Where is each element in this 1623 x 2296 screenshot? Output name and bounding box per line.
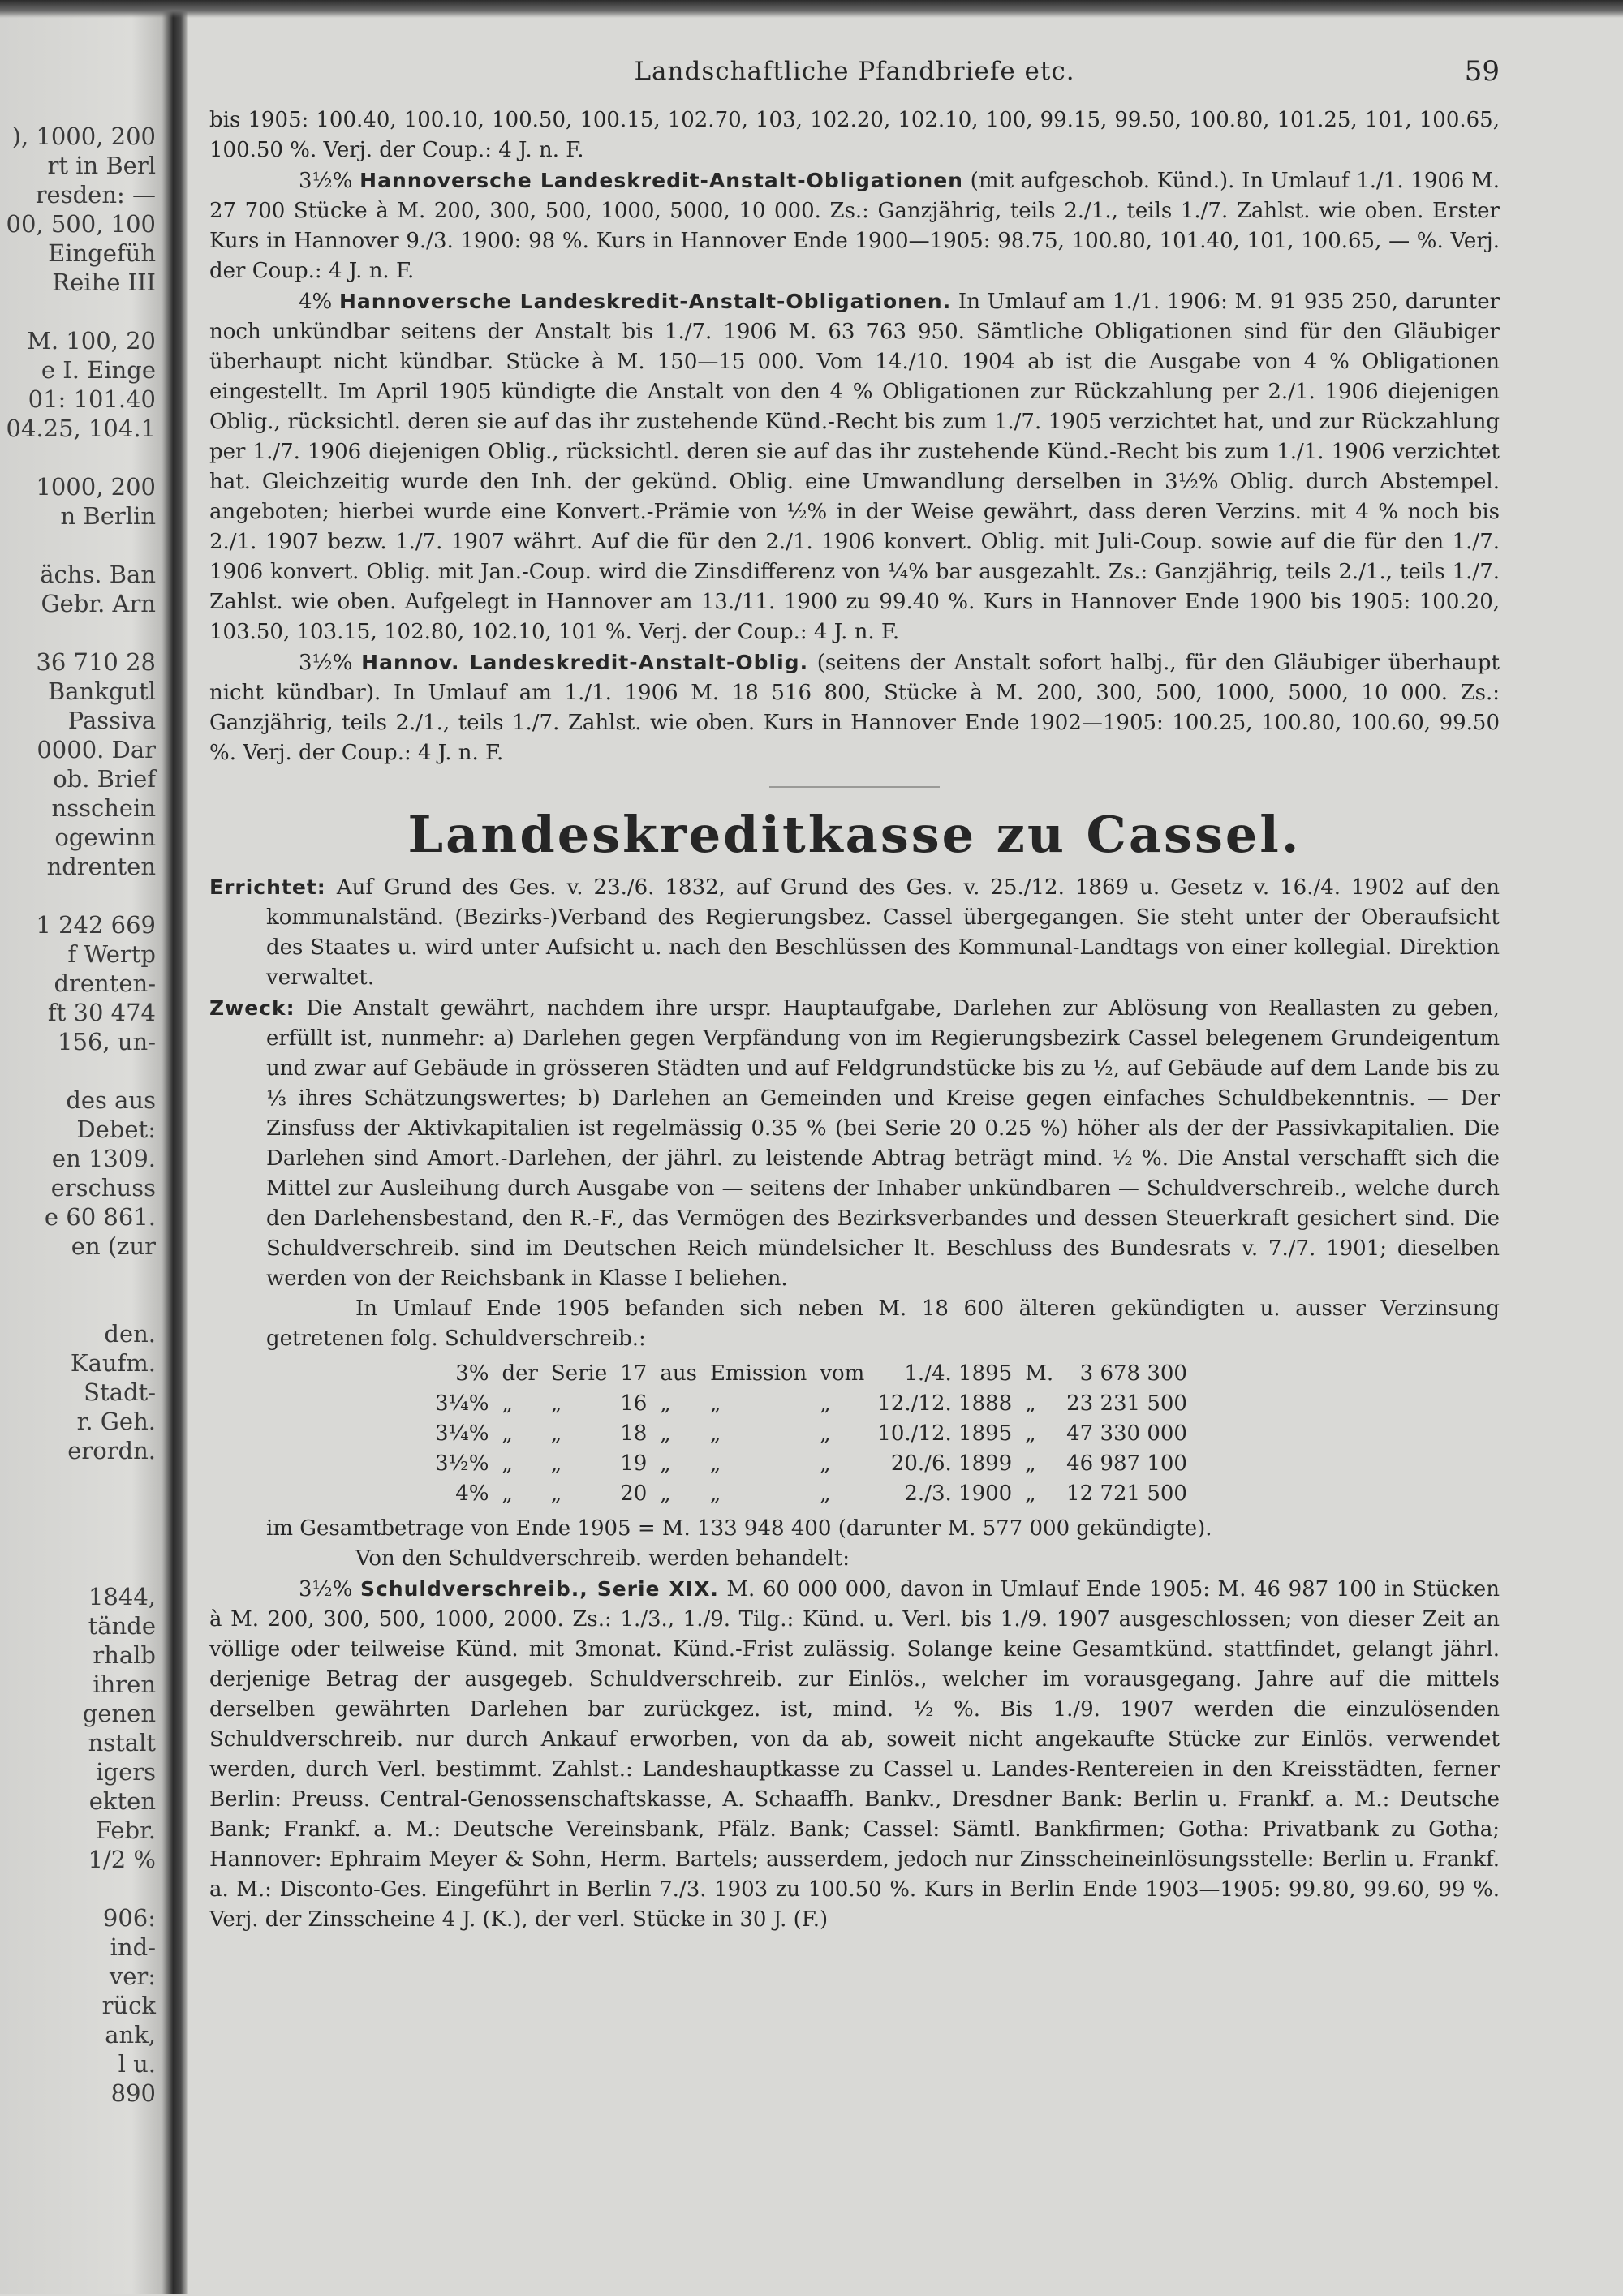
von-paragraph: Von den Schuldverschreib. werden behandelt:: [355, 1546, 850, 1571]
prev-page-line: 906:: [102, 1904, 156, 1932]
series-cell-c1: der: [502, 1361, 538, 1386]
prev-page-line: 1844,: [88, 1583, 156, 1610]
prev-page-line: ft 30 474: [47, 999, 156, 1026]
prev-page-line: ind-: [110, 1933, 156, 1961]
prev-page-line: tände: [88, 1612, 156, 1640]
entry-title: Hannoversche Landeskredit-Anstalt-Obligationen.: [338, 290, 952, 313]
page-number: 59: [1464, 55, 1500, 88]
previous-page-fragment: [0, 122, 162, 2296]
series-cell-date: 10./12. 1895: [877, 1421, 1013, 1446]
prev-page-line: ank,: [105, 2021, 156, 2049]
series-cell-c3: „: [660, 1451, 671, 1476]
prev-page-line: des aus: [66, 1086, 156, 1114]
prev-page-line: igers: [96, 1758, 156, 1786]
series-cell-c2: Serie: [550, 1361, 608, 1386]
series-cell-rate: 3¼%: [435, 1391, 489, 1416]
prev-page-line: en 1309.: [51, 1145, 156, 1172]
page-header: [209, 57, 1500, 105]
entry-hannover-3-5: [209, 166, 1500, 286]
prev-page-line: ekten: [88, 1787, 156, 1815]
prev-page-line: nstalt: [88, 1729, 156, 1756]
series-cell-rate: 3%: [455, 1361, 489, 1386]
series-cell-c1: „: [502, 1451, 513, 1476]
prev-page-line: ihren: [93, 1670, 156, 1698]
serie-xix-entry: [209, 1574, 1500, 1935]
series-cell-c3: „: [660, 1421, 671, 1446]
prev-page-line: genen: [82, 1700, 156, 1727]
entry-rate: 3½%: [299, 169, 353, 193]
prev-page-line: Bankgutl: [47, 677, 156, 705]
entry-text: (mit aufgeschob. Künd.). In Umlauf 1./1. 1906 M. 27 700 Stücke à M. 200, 300, 500, 1000, 5000, 10 000. Zs.: Ganzjährig, teils 2./1., teils 1./7. Zahlst. wie oben. Erster Kurs in Hannover 9./3. 1900: 98 %. Kurs in Hannover Ende 1900—1905: 98.75, 100.80, 101.40, 101, 100.65, — %. Verj. der Coup.: 4 J. n. F.: [209, 169, 1500, 283]
prev-page-line: r. Geh.: [76, 1408, 156, 1435]
series-table: [428, 1359, 1194, 1509]
gesamt-paragraph: im Gesamtbetrage von Ende 1905 = M. 133 948 400 (darunter M. 577 000 gekündigte).: [266, 1516, 1212, 1541]
entry-title: Schuldverschreib., Serie XIX.: [360, 1577, 719, 1601]
prev-page-line: Gebr. Arn: [41, 590, 156, 617]
umlauf-paragraph: In Umlauf Ende 1905 befanden sich neben M. 18 600 älteren gekündigten u. ausser Verzinsung getretenen folg. Schuldverschreib.:: [266, 1296, 1500, 1351]
prev-page-line: erordn.: [67, 1437, 156, 1464]
series-cell-c5: „: [820, 1421, 831, 1446]
series-cell-cur: M.: [1025, 1361, 1054, 1386]
series-cell-amount: 12 721 500: [1066, 1481, 1187, 1506]
series-cell-c4: Emission: [709, 1361, 807, 1386]
prev-page-line: ndrenten: [46, 853, 156, 880]
table-row: [428, 1359, 1194, 1389]
table-row: [428, 1449, 1194, 1479]
table-row: [428, 1479, 1194, 1509]
series-cell-amount: 47 330 000: [1066, 1421, 1187, 1446]
entry-text: M. 60 000 000, davon in Umlauf Ende 1905: M. 46 987 100 in Stücken à M. 200, 300, 500, 1000, 2000. Zs.: 1./3., 1./9. Tilg.: Künd. u. Verl. bis 1./9. 1907 ausgeschlossen; von dieser Zeit an völlige oder teilweise Künd. mit 3monat. Künd.-Frist zulässig. Solange keine Gesamtkünd. stattfindet, gelangt jährl. derjenige Betrag der ausgegeb. Schuldverschreib. zur Einlös., welcher im vorausgegang. Jahre auf die mittels derselben gewährten Darlehen bar zurückgez. ist, mind. ½ %. Bis 1./9. 1907 werden die einzulösenden Schuldverschreib. nur durch Ankauf erworben, von da ab, soweit nicht angekaufte Stücke zur Einlös. verwendet werden, durch Verl. bestimmt. Zahlst.: Landeshauptkasse zu Cassel u. Landes-Rentereien in den Kreisstädten, ferner Berlin: Preuss. Central-Genossenschaftskasse, A. Schaaffh. Bankv., Dresdner Bank: Berlin u. Frankf. a. M.: Deutsche Bank; Frankf. a. M.: Deutsche Vereinsbank, Pfälz. Bank; Cassel: Sämtl. Bankfirmen; Gotha: Privatbank zu Gotha; Hannover: Ephraim Meyer & Sohn, Herm. Bartels; ausserdem, jedoch nur Zinsscheineinlösungsstelle: Berlin u. Frankf. a. M.: Disconto-Ges. Eingeführt in Berlin 7./3. 1903 zu 100.50 %. Kurs in Berlin Ende 1903—1905: 99.80, 99.60, 99 %. Verj. der Zinsscheine 4 J. (K.), der verl. Stücke in 30 J. (F.): [209, 1577, 1500, 1932]
series-cell-c4: „: [709, 1421, 721, 1446]
prev-page-line: Eingefüh: [48, 239, 156, 267]
prev-page-line: 0000. Dar: [37, 736, 156, 763]
prev-page-line: 890: [110, 2079, 156, 2107]
table-row: [428, 1389, 1194, 1419]
series-cell-c4: „: [709, 1481, 721, 1506]
series-cell-c2: „: [550, 1421, 562, 1446]
series-cell-rate: 4%: [455, 1481, 489, 1506]
section-divider: [769, 786, 940, 788]
scan-top-shadow: [0, 0, 1623, 18]
section-title: Landeskreditkasse zu Cassel.: [407, 805, 1302, 864]
prev-page-line: Kaufm.: [70, 1349, 156, 1377]
series-cell-c5: „: [820, 1481, 831, 1506]
zweck-label: Zweck:: [209, 996, 295, 1020]
prev-page-line: resden: —: [35, 181, 156, 209]
prev-page-line: 00, 500, 100: [6, 210, 156, 238]
errichtet-text: Auf Grund des Ges. v. 23./6. 1832, auf Grund des Ges. v. 25./12. 1869 u. Gesetz v. 16./4. 1902 auf den kommunalständ. (Bezirks-)Verband des Regierungsbez. Cassel übergegangen. Sie steht unter der Oberaufsicht des Staates u. wird unter Aufsicht u. nach den Beschlüssen des Kommunal-Landtags von einer kollegial. Direktion verwaltet.: [266, 875, 1500, 990]
prev-page-line: 01: 101.40: [28, 385, 156, 413]
series-cell-c2: „: [550, 1481, 562, 1506]
series-cell-c1: „: [502, 1391, 513, 1416]
errichtet-label: Errichtet:: [209, 875, 326, 899]
prev-page-line: drenten-: [54, 970, 156, 997]
series-cell-c5: vom: [820, 1361, 865, 1386]
series-cell-c5: „: [820, 1451, 831, 1476]
entry-text: In Umlauf am 1./1. 1906: M. 91 935 250, darunter noch unkündbar seitens der Anstalt bis 1./7. 1906 M. 63 763 950. Sämtliche Obligationen sind für den Gläubiger überhaupt nicht kündbar. Stücke à M. 150—15 000. Vom 14./10. 1904 ab ist die Ausgabe von 4 % Obligationen eingestellt. Im April 1905 kündigte die Anstalt von den 4 % Obligationen zur Rückzahlung per 2./1. 1906 diejenigen Oblig., rücksichtl. deren sie auf das ihr zustehende Künd.-Recht bis zum 1./7. 1905 verzichtet hat, und zur Rückzahlung per 1./7. 1906 diejenigen Oblig., rücksichtl. deren sie auf das ihr zustehende Künd.-Recht bis zum 1./1. 1906 verzichtet hat. Gleichzeitig wurde den Inh. der gekünd. Oblig. eine Umwandlung derselben in 3½% Oblig. durch Abstempel. angeboten; hierbei wurde eine Konvert.-Prämie von ½% in der Weise gewährt, dass deren Verzins. mit 4 % noch bis 2./1. 1907 bezw. 1./7. 1907 währt. Auf die für den 2./1. 1906 konvert. Oblig. mit Juli-Coup. sowie auf die für den 1./7. 1906 konvert. Oblig. mit Jan.-Coup. wird die Zinsdifferenz von ¼% bar ausgezahlt. Zs.: Ganzjährig, teils 2./1., teils 1./7. Zahlst. wie oben. Aufgelegt in Hannover am 13./11. 1900 zu 99.40 %. Kurs in Hannover Ende 1900 bis 1905: 100.20, 103.50, 103.15, 102.80, 102.10, 101 %. Verj. der Coup.: 4 J. n. F.: [209, 290, 1500, 644]
prev-page-line: 156, un-: [58, 1028, 156, 1056]
continuation-paragraph: bis 1905: 100.40, 100.10, 100.50, 100.15, 102.70, 103, 102.20, 102.10, 100, 99.15, 99.50, 100.80, 101.25, 101, 100.65, 100.50 %. Verj. der Coup.: 4 J. n. F.: [209, 108, 1500, 162]
prev-page-line: ob. Brief: [53, 765, 156, 793]
entry-title: Hannov. Landeskredit-Anstalt-Oblig.: [361, 651, 809, 674]
prev-page-line: Passiva: [67, 707, 156, 734]
prev-page-line: Febr.: [95, 1817, 156, 1844]
prev-page-line: 1/2 %: [88, 1846, 156, 1873]
prev-page-line: f Wertp: [67, 940, 156, 968]
series-cell-c2: „: [550, 1391, 562, 1416]
prev-page-line: en (zur: [71, 1232, 156, 1260]
prev-page-line: Stadt-: [84, 1378, 156, 1406]
series-cell-cur: „: [1025, 1421, 1036, 1446]
series-cell-c2: „: [550, 1451, 562, 1476]
series-cell-num: 19: [620, 1451, 648, 1476]
prev-page-line: rt in Berl: [47, 152, 156, 179]
prev-page-line: 1000, 200: [36, 473, 156, 501]
table-row: [428, 1419, 1194, 1449]
series-cell-num: 17: [620, 1361, 648, 1386]
prev-page-line: ver:: [109, 1963, 156, 1990]
prev-page-line: n Berlin: [60, 502, 156, 530]
zweck-paragraph: [209, 993, 1500, 1294]
series-cell-date: 1./4. 1895: [904, 1361, 1013, 1386]
series-cell-num: 16: [620, 1391, 648, 1416]
prev-page-line: rhalb: [93, 1641, 156, 1669]
prev-page-line: den.: [104, 1320, 156, 1348]
prev-page-line: ), 1000, 200: [11, 123, 156, 150]
prev-page-line: e I. Einge: [41, 356, 156, 384]
prev-page-line: 1 242 669: [36, 911, 156, 939]
prev-page-line: ächs. Ban: [40, 561, 156, 588]
series-cell-num: 20: [620, 1481, 648, 1506]
prev-page-line: nsschein: [51, 794, 156, 822]
series-cell-c4: „: [709, 1451, 721, 1476]
running-head: Landschaftliche Pfandbriefe etc.: [634, 57, 1075, 86]
series-cell-cur: „: [1025, 1451, 1036, 1476]
series-cell-amount: 46 987 100: [1066, 1451, 1187, 1476]
series-cell-c3: aus: [660, 1361, 697, 1386]
series-cell-c4: „: [709, 1391, 721, 1416]
entry-hannover-4: [209, 286, 1500, 647]
series-cell-num: 18: [620, 1421, 648, 1446]
prev-page-line: l u.: [118, 2050, 156, 2078]
prev-page-line: rück: [101, 1992, 156, 2019]
zweck-text: Die Anstalt gewährt, nachdem ihre urspr. Hauptaufgabe, Darlehen zur Ablösung von Reallasten zu geben, erfüllt ist, nunmehr: a) Darlehen gegen Verpfändung von im Regierungsbezirk Cassel belegenem Grundeigentum und zwar auf Gebäude in grösseren Städten und auf Feldgrundstücke bis zu ½, auf Gebäude auf dem Lande bis zu ⅓ ihres Schätzungswertes; b) Darlehen an Gemeinden und Kreise gegen einfaches Schuldbekenntnis. — Der Zinsfuss der Aktivkapitalien ist regelmässig 0.35 % (bei Serie 20 0.25 %) höher als der der Passivkapitalien. Die Darlehen sind Amort.-Darlehen, der jährl. zu leistende Abtrag beträgt mind. ½ %. Die Anstal verschafft sich die Mittel zur Ausleihung durch Ausgabe von — seitens der Inhaber unkündbaren — Schuldverschreib., welche durch den Darlehensbestand, den R.-F., das Vermögen des Bezirksverbandes und dessen Steuerkraft gesichert sind. Die Schuldverschreib. sind im Deutschen Reich mündelsicher lt. Beschluss des Bundesrats v. 7./7. 1901; dieselben werden von der Reichsbank in Klasse I beliehen.: [266, 996, 1500, 1291]
page-content: [209, 57, 1500, 1935]
series-cell-cur: „: [1025, 1481, 1036, 1506]
entry-text: (seitens der Anstalt sofort halbj., für den Gläubiger überhaupt nicht kündbar). In Umlauf am 1./1. 1906 M. 18 516 800, Stücke à M. 200, 300, 500, 1000, 5000, 10 000. Zs.: Ganzjährig, teils 2./1., teils 1./7. Zahlst. wie oben. Kurs in Hannover Ende 1902—1905: 100.25, 100.80, 100.60, 99.50 %. Verj. der Coup.: 4 J. n. F.: [209, 651, 1500, 765]
series-cell-c3: „: [660, 1391, 671, 1416]
entry-hannov-oblig: [209, 647, 1500, 768]
series-cell-c1: „: [502, 1421, 513, 1446]
prev-page-line: Reihe III: [52, 269, 156, 296]
series-cell-amount: 3 678 300: [1079, 1361, 1187, 1386]
prev-page-line: 04.25, 104.1: [6, 415, 156, 442]
series-cell-c3: „: [660, 1481, 671, 1506]
prev-page-line: erschuss: [50, 1174, 156, 1202]
series-cell-date: 2./3. 1900: [904, 1481, 1013, 1506]
entry-rate: 3½%: [299, 1577, 353, 1602]
errichtet-paragraph: [209, 872, 1500, 993]
prev-page-line: e 60 861.: [44, 1203, 156, 1231]
entry-rate: 3½%: [299, 651, 353, 675]
entry-title: Hannoversche Landeskredit-Anstalt-Obligationen: [359, 169, 963, 192]
series-cell-date: 12./12. 1888: [877, 1391, 1013, 1416]
prev-page-line: ogewinn: [54, 823, 156, 851]
series-cell-amount: 23 231 500: [1066, 1391, 1187, 1416]
series-cell-c1: „: [502, 1481, 513, 1506]
prev-page-line: 36 710 28: [36, 648, 156, 676]
series-cell-c5: „: [820, 1391, 831, 1416]
series-cell-rate: 3¼%: [435, 1421, 489, 1446]
entry-rate: 4%: [299, 290, 333, 314]
prev-page-line: M. 100, 20: [27, 327, 156, 355]
prev-page-line: Debet:: [76, 1116, 156, 1143]
series-cell-date: 20./6. 1899: [890, 1451, 1013, 1476]
series-cell-cur: „: [1025, 1391, 1036, 1416]
series-cell-rate: 3½%: [435, 1451, 489, 1476]
